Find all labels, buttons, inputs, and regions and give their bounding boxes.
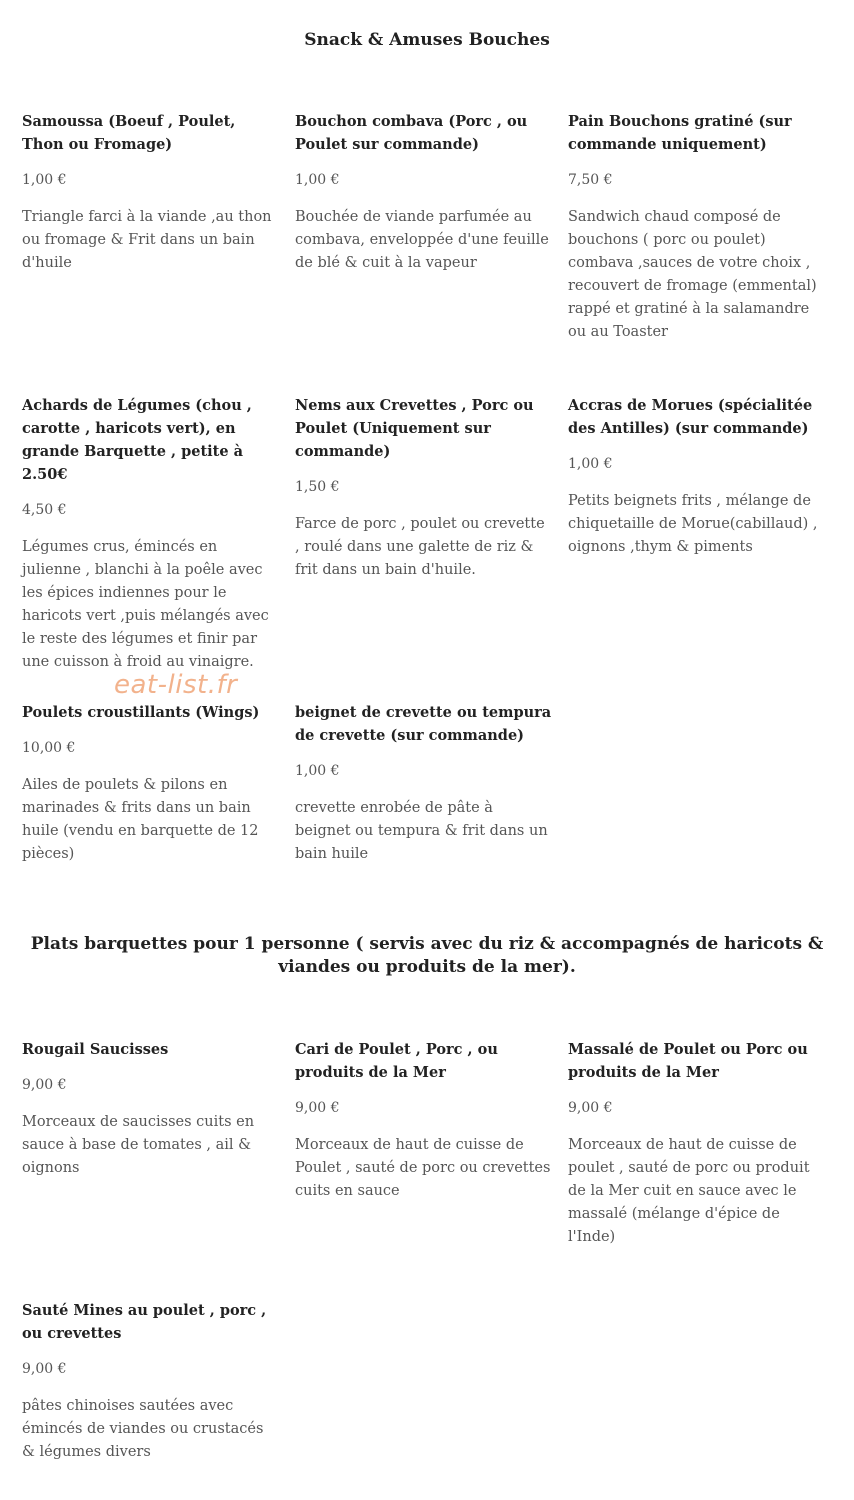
menu-item-beignet-crevette [295,701,568,866]
item-price: 9,00 € [22,1077,67,1093]
menu-item-accras [568,394,841,674]
item-price: 9,00 € [568,1100,613,1116]
item-price: 1,50 € [295,479,340,495]
item-name: Sauté Mines au poulet , porc , ou crevettes [22,1302,267,1342]
item-description: pâtes chinoises sautées avec émincés de viandes ou crustacés & légumes divers [22,1398,264,1460]
item-price: 4,50 € [22,502,67,518]
menu-item-saute-mines [22,1299,295,1464]
menu-item-wings [22,701,295,866]
item-name: Accras de Morues (spécialitée des Antilles) (sur commande) [568,397,813,437]
item-description: Morceaux de saucisses cuits en sauce à base de tomates , ail & oignons [22,1114,255,1176]
item-name: beignet de crevette ou tempura de crevette (sur commande) [295,704,552,744]
item-description: Morceaux de haut de cuisse de Poulet , sauté de porc ou crevettes cuits en sauce [295,1137,551,1199]
menu-item-achards [22,394,295,674]
item-price: 1,00 € [568,456,613,472]
item-price: 1,00 € [22,172,67,188]
item-name: Poulets croustillants (Wings) [22,704,260,721]
item-description: Ailes de poulets & pilons en marinades & frits dans un bain huile (vendu en barquette de 12 pièces) [22,777,259,862]
item-price: 1,00 € [295,172,340,188]
menu-item-rougail [22,1038,295,1249]
menu-row [22,1038,842,1249]
watermark: eat-list.fr [114,670,238,700]
menu-item-cari [295,1038,568,1249]
item-name: Achards de Légumes (chou , carotte , haricots vert), en grande Barquette , petite à 2.50€ [22,397,252,483]
item-description: Sandwich chaud composé de bouchons ( porc ou poulet) combava ,sauces de votre choix , recouvert de fromage (emmental) rappé et gratiné à la salamandre ou au Toaster [568,209,817,340]
item-name: Nems aux Crevettes , Porc ou Poulet (Uniquement sur commande) [295,397,534,460]
menu-row [22,1299,842,1464]
item-description: Légumes crus, émincés en julienne , blanchi à la poêle avec les épices indiennes pour le haricots vert ,puis mélangés avec le reste des légumes et finir par une cuisson à froid au vinaigre. [22,539,269,670]
section-title-snacks: Snack & Amuses Bouches [304,30,550,50]
item-description: Farce de porc , poulet ou crevette , roulé dans une galette de riz & frit dans un bain d'huile. [295,516,545,578]
menu-item-pain-bouchons [568,110,841,344]
item-description: Petits beignets frits , mélange de chiquetaille de Morue(cabillaud) , oignons ,thym & piments [568,493,818,555]
item-name: Samoussa (Boeuf , Poulet, Thon ou Fromage) [22,113,236,153]
item-description: Triangle farci à la viande ,au thon ou fromage & Frit dans un bain d'huile [22,209,272,271]
menu-row [22,394,842,674]
item-name: Cari de Poulet , Porc , ou produits de la Mer [295,1041,498,1081]
item-price: 1,00 € [295,763,340,779]
item-description: Morceaux de haut de cuisse de poulet , sauté de porc ou produit de la Mer cuit en sauce avec le massalé (mélange d'épice de l'Inde) [568,1137,810,1245]
item-price: 10,00 € [22,740,76,756]
menu-item-massale [568,1038,841,1249]
item-price: 7,50 € [568,172,613,188]
menu-item-nems [295,394,568,674]
item-name: Massalé de Poulet ou Porc ou produits de la Mer [568,1041,808,1081]
item-name: Rougail Saucisses [22,1041,169,1058]
item-name: Bouchon combava (Porc , ou Poulet sur commande) [295,113,528,153]
section-title-plats: Plats barquettes pour 1 personne ( servis avec du riz & accompagnés de haricots & viandes ou produits de la mer). [30,934,824,977]
item-description: Bouchée de viande parfumée au combava, enveloppée d'une feuille de blé & cuit à la vapeur [295,209,549,271]
menu-item-samoussa [22,110,295,344]
menu-row [22,110,842,344]
item-description: crevette enrobée de pâte à beignet ou tempura & frit dans un bain huile [295,800,548,862]
item-price: 9,00 € [295,1100,340,1116]
menu-item-bouchon-combava [295,110,568,344]
item-name: Pain Bouchons gratiné (sur commande uniquement) [568,113,792,153]
menu-row [22,701,842,866]
item-price: 9,00 € [22,1361,67,1377]
